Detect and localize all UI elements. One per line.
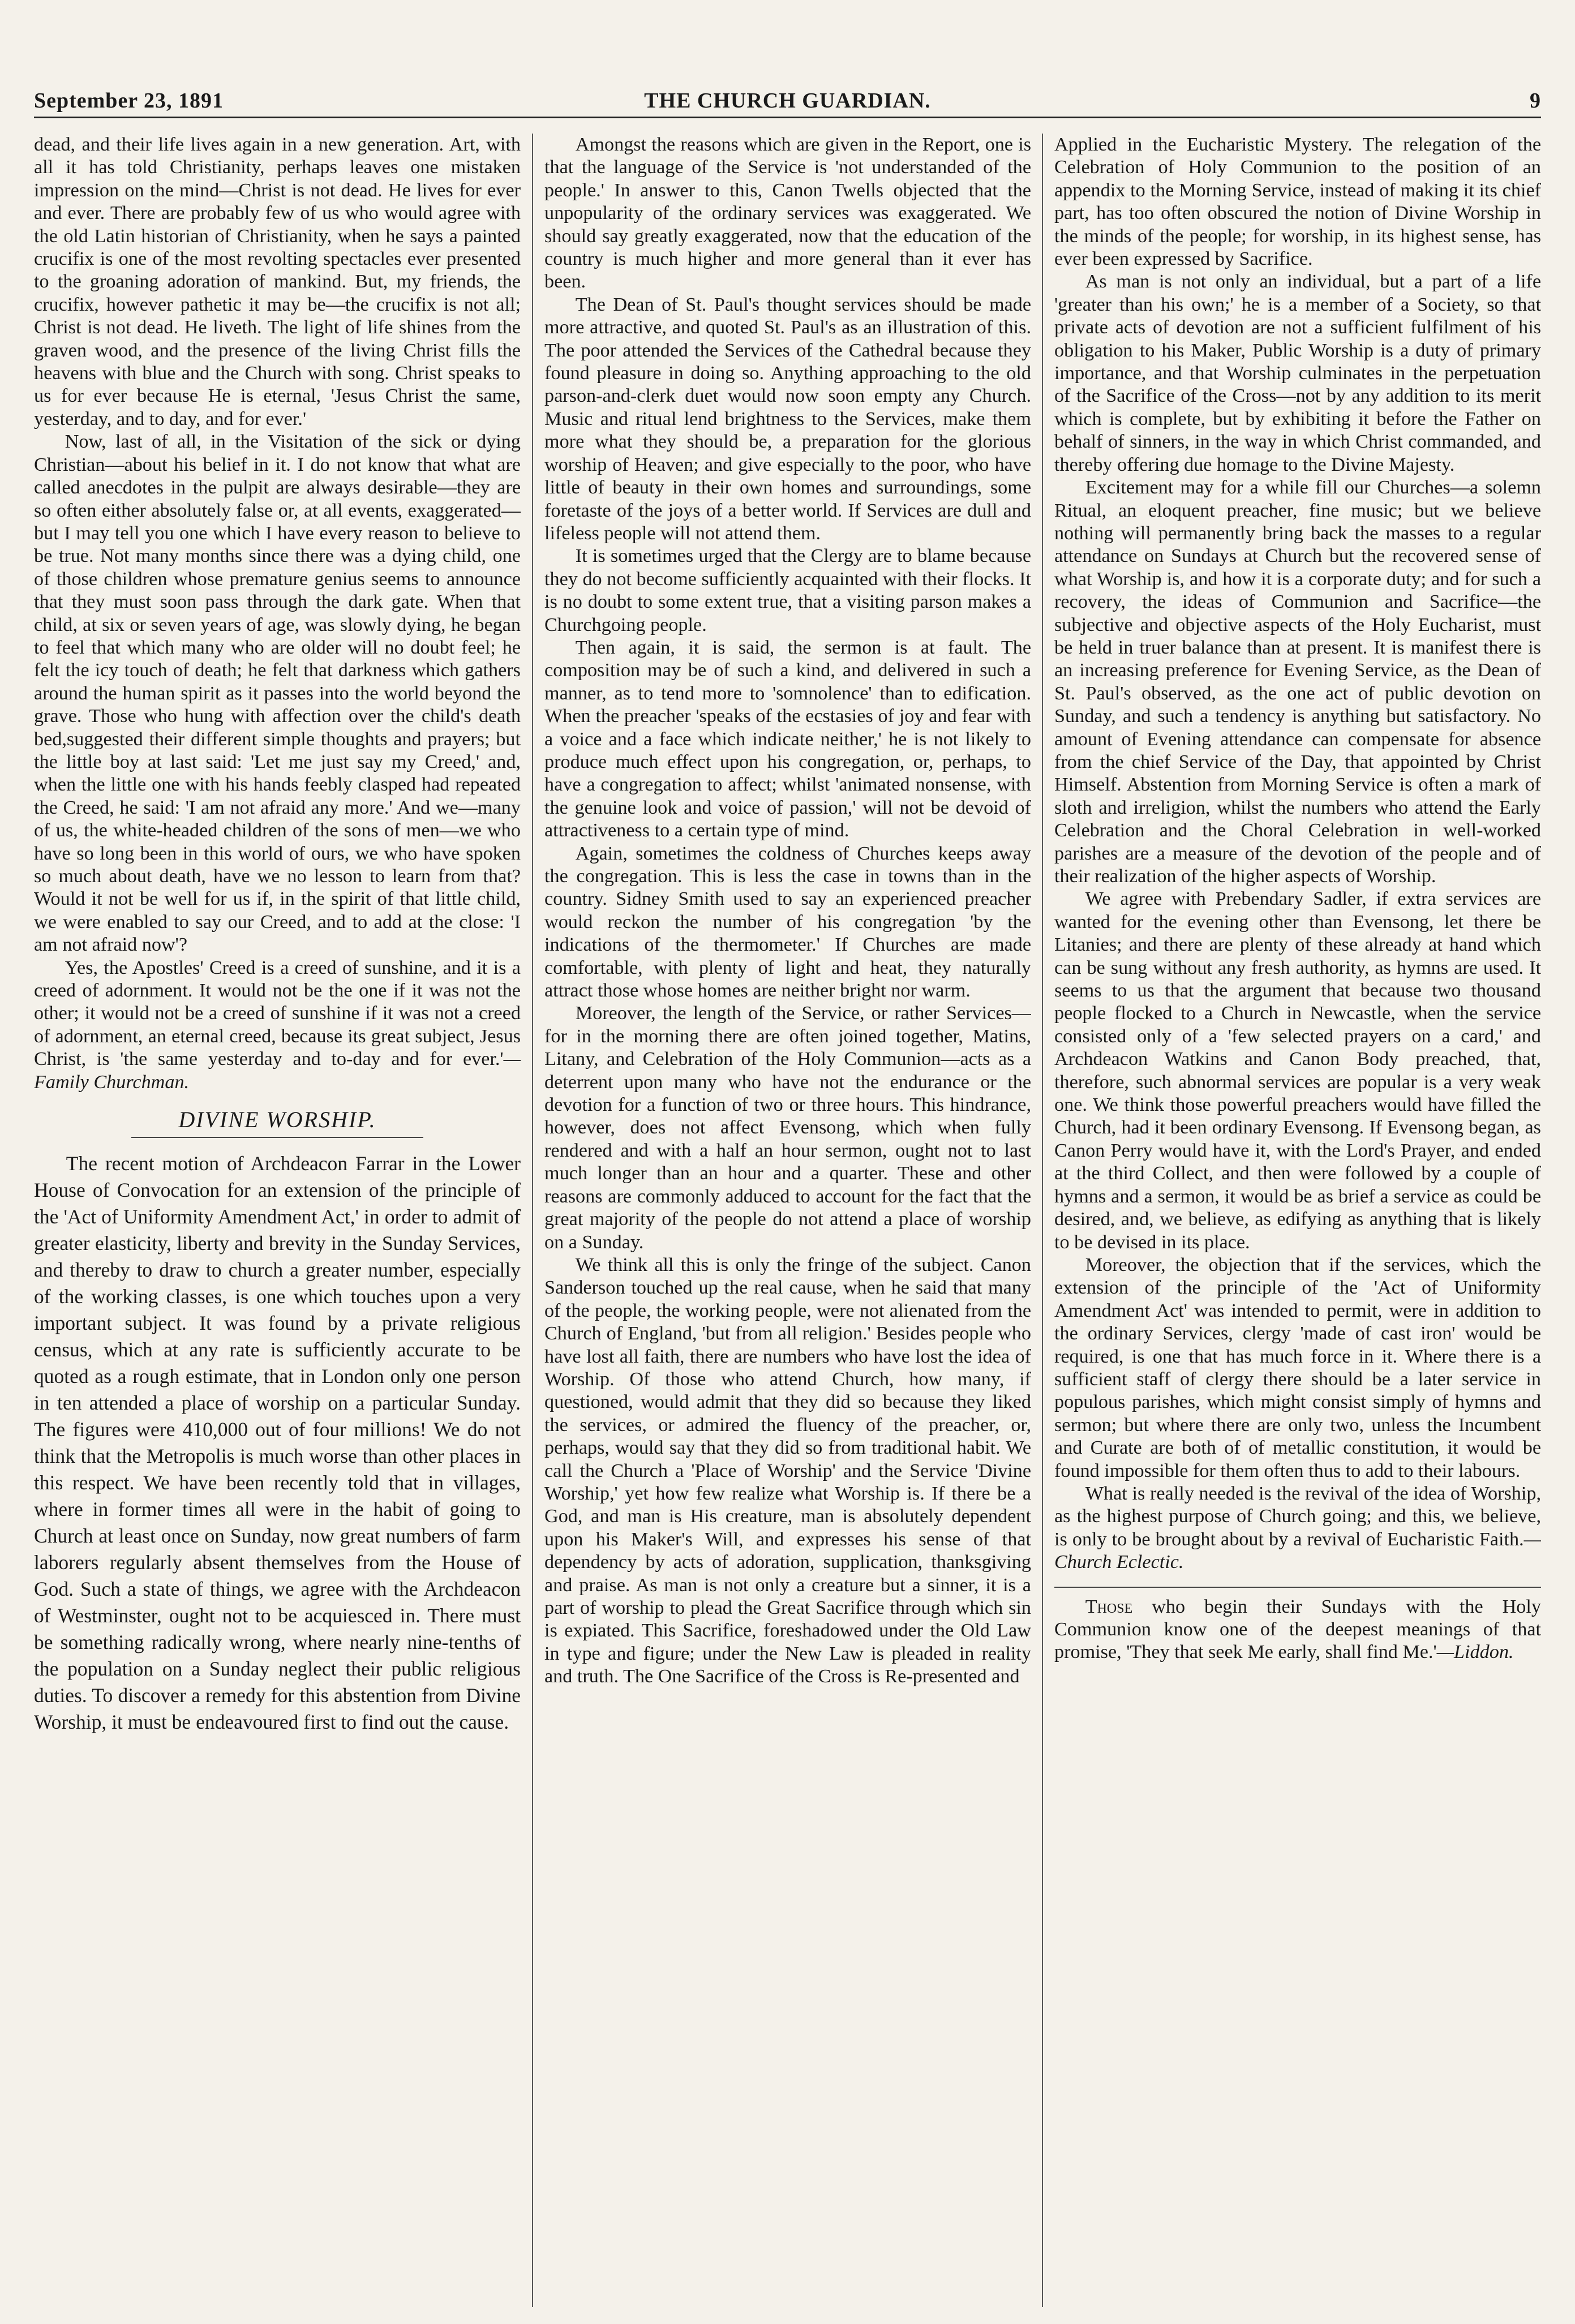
- paragraph: [1054, 1596, 1541, 1664]
- page-header: [34, 85, 1541, 118]
- heading-rule: [131, 1137, 423, 1138]
- paragraph-text: Yes, the Apostles' Creed is a creed of sunshine, and it is a creed of adornment. It would not be the one if it was not the other; it would not be a creed of sunshine if it was not a creed of adornment, an eternal creed, because its great subject, Jesus Christ, is 'the same yesterday and to-day and for ever.': [34, 957, 521, 1070]
- paragraph: [1054, 1483, 1541, 1574]
- paragraph: The Dean of St. Paul's thought services should be made more attractive, and quoted St. Paul's as an illustration of this. The poor attended the Services of the Cathedral because they found pleasure in doing so. Anything approaching to the old parson-and-clerk duet would now soon empty any Church. Music and ritual lend brightness to the Services, make them more what they should be, a preparation for the glorious worship of Heaven; and give especially to the poor, who have little of beauty in their own homes and surroundings, some foretaste of the joys of a better world. If Services are dull and lifeless people will not attend them.: [544, 294, 1031, 544]
- column-1: [34, 134, 521, 2307]
- lead-word: Those: [1085, 1596, 1133, 1617]
- attribution: —Liddon.: [1436, 1642, 1514, 1663]
- column-rule: [532, 134, 533, 2307]
- attribution: —Church Eclectic.: [1054, 1528, 1541, 1573]
- paragraph: The recent motion of Archdeacon Farrar in the Lower House of Convocation for an extension of the principle of the 'Act of Uniformity Amendment Act,' in order to admit of greater elasticity, liberty and brevity in the Sunday Services, and thereby to draw to church a greater number, especially of the working classes, is one which touches upon a very important subject. It was found by a private religious census, which at any rate is sufficiently accurate to be quoted as a rough estimate, that in London only one person in ten attended a place of worship on a particular Sunday. The figures were 410,000 out of four millions! We do not think that the Metropolis is much worse than other places in this respect. We have been recently told that in villages, where in former times all were in the habit of going to Church at least once on Sunday, now great numbers of farm laborers regularly absent themselves from the House of God. Such a state of things, we agree with the Archdeacon of Westminster, ought not to be acquiesced in. There must be something radically wrong, where nearly nine-tenths of the population on a Sunday neglect their public religious duties. To discover a remedy for this abstention from Divine Worship, it must be endeavoured first to find out the cause.: [34, 1152, 521, 1734]
- paragraph: Then again, it is said, the sermon is at fault. The composition may be of such a kind, and delivered in such a manner, as to tend more to 'somnolence' than to edification. When the preacher 'speaks of the ecstasies of joy and fear with a voice and a face which indicate neither,' he is not likely to produce much effect upon his congregation, or, perhaps, to have a congregation to affect; whilst 'animated nonsense, with the genuine look and voice of passion,' will not be devoid of attractiveness to a certain type of mind.: [544, 637, 1031, 841]
- paragraph: We think all this is only the fringe of the subject. Canon Sanderson touched up the real cause, when he said that many of the people, the working people, were not alienated from the Church of England, 'but from all religion.' Besides people who have lost all faith, there are numbers who have lost the idea of Worship. Of those who attend Church, how many, if questioned, would admit that they did so because they liked the services, or admired the fluency of the preacher, or, perhaps, would say that they did so from traditional habit. We call the Church a 'Place of Worship' and the Service 'Divine Worship,' yet how few realize what Worship is. If there be a God, and man is His creature, man is absolutely dependent upon his Maker's Will, and expresses his sense of that dependency by acts of adoration, supplication, thanksgiving and praise. As man is not only a creature but a sinner, it is a part of worship to plead the Great Sacrifice through which sin is expiated. This Sacrifice, foreshadowed under the Old Law in type and figure; under the New Law is pleaded in reality and truth. The One Sacrifice of the Cross is Re-presented and: [544, 1254, 1031, 1687]
- header-title: THE CHURCH GUARDIAN.: [644, 89, 931, 113]
- paragraph: Again, sometimes the coldness of Churches keeps away the congregation. This is less the case in towns than in the country. Sidney Smith used to say an experienced preacher would reckon the number of his congregation 'by the indications of the thermometer.' If Churches are made comfortable, with plenty of light and heat, they naturally attract those whose homes are neither bright nor warm.: [544, 843, 1031, 1002]
- paragraph: Moreover, the objection that if the services, which the extension of the principle of the 'Act of Uniformity Amendment Act' was intended to permit, were in addition to the ordinary Services, clergy 'made of cast iron' would be required, is one that has much force in it. Where there is a sufficient staff of clergy there should be a later service in populous parishes, which might consist simply of hymns and sermon; but where there are only two, unless the Incumbent and Curate are both of of metallic constitution, it would be found impossible for them often thus to add to their labours.: [1054, 1254, 1541, 1481]
- paragraph: As man is not only an individual, but a part of a life 'greater than his own;' he is a member of a Society, so that private acts of devotion are not a sufficient fulfilment of his obligation to his Maker, Public Worship is a duty of primary importance, and that Worship culminates in the perpetuation of the Sacrifice of the Cross—not by any addition to its merit which is complete, but by exhibiting it before the Father on behalf of sinners, in the way in which Christ commanded, and thereby offering due homage to the Divine Majesty.: [1054, 271, 1541, 475]
- column-2: [544, 134, 1031, 2307]
- paragraph: We agree with Prebendary Sadler, if extra services are wanted for the evening other than Evensong, let there be Litanies; and there are plenty of these already at hand which can be sung without any fresh authority, as hymns are used. It seems to us that the argument that because two thousand people flocked to a Church in Newcastle, when the service consisted only of a 'few selected prayers on a card,' and Archdeacon Watkins and Canon Body preached, that, therefore, such abnormal services are popular is a very weak one. We think those powerful preachers would have filled the Church, had it been ordinary Evensong. If Evensong began, as Canon Perry would have it, with the Lord's Prayer, and ended at the third Collect, and then were followed by a couple of hymns and a sermon, it would be as brief a service as could be desired, and, we believe, as edifying as anything that is likely to be devised in its place.: [1054, 888, 1541, 1253]
- paragraph-text: What is really needed is the revival of the idea of Worship, as the highest purpose of Church going; and this, we believe, is only to be brought about by a revival of Eucharistic Faith.: [1054, 1483, 1541, 1550]
- paragraph: [34, 957, 521, 1094]
- attribution: —Family Churchman.: [34, 1049, 521, 1093]
- paragraph-text: who begin their Sundays with the Holy Communion know one of the deepest meanings of that promise, 'They that seek Me early, shall find Me.': [1054, 1596, 1541, 1663]
- paragraph: Excitement may for a while fill our Churches—a solemn Ritual, an eloquent preacher, fine music; but we believe nothing will permanently bring back the masses to a regular attendance on Sundays at Church but the recovered sense of what Worship is, and how it is a corporate duty; and for such a recovery, the ideas of Communion and Sacrifice—the subjective and objective aspects of the Holy Eucharist, must be held in truer balance than at present. It is manifest there is an increasing preference for Evening Service, as the Dean of St. Paul's observed, as the one act of public devotion on Sunday, and such a tendency is anything but satisfactory. No amount of Evening attendance can compensate for absence from the chief Service of the Day, that appointed by Christ Himself. Abstention from Morning Service is often a mark of sloth and irreligion, whilst the numbers who attend the Early Celebration and the Choral Celebration in well-worked parishes are a measure of the devotion of the people and of their realization of the higher aspects of Worship.: [1054, 477, 1541, 887]
- column-rule: [1042, 134, 1043, 2307]
- header-date: September 23, 1891: [34, 89, 224, 113]
- column-3: [1054, 134, 1541, 2307]
- section-rule: [1054, 1587, 1541, 1588]
- paragraph: Applied in the Eucharistic Mystery. The relegation of the Celebration of Holy Communion to the position of an appendix to the Morning Service, instead of making it its chief part, has too often obscured the notion of Divine Worship in the minds of the people; for worship, in its highest sense, has ever been expressed by Sacrifice.: [1054, 134, 1541, 270]
- paragraph: Now, last of all, in the Visitation of the sick or dying Christian—about his belief in it. I do not know that what are called anecdotes in the pulpit are always desirable—they are so often either absolutely false or, at all events, exaggerated—but I may tell you one which I have every reason to believe to be true. Not many months since there was a dying child, one of those children whose premature genius seems to announce that they must soon pass through the dark gate. When that child, at six or seven years of age, was slowly dying, he began to feel that which many who are older will no doubt feel; he felt the icy touch of death; he felt that darkness which gathers around the human spirit as it passes into the world beyond the grave. Those who hung with affection over the child's death bed,suggested their different simple thoughts and prayers; but the little boy at last said: 'Let me just say my Creed,' and, when the little one with his hands feebly clasped had repeated the Creed, he said: 'I am not afraid any more.' And we—many of us, the white-headed children of the sons of men—we who have so long been in this world of ours, we who have spoken so much about death, have we no lesson to learn from that? Would it not be well for us if, in the spirit of that little child, we were enabled to say our Creed, and to add at the close: 'I am not afraid now'?: [34, 431, 521, 956]
- paragraph: Moreover, the length of the Service, or rather Services—for in the morning there are often joined together, Matins, Litany, and Celebration of the Holy Communion—acts as a deterrent upon many who have not the endurance or the devotion for a function of two or three hours. This hindrance, however, does not affect Evensong, which when fully rendered and with a half an hour sermon, ought not to last much longer than an hour and a quarter. These and other reasons are commonly adduced to account for the fact that the great majority of the people do not attend a place of worship on a Sunday.: [544, 1003, 1031, 1253]
- article-heading: DIVINE WORSHIP.: [178, 1107, 376, 1133]
- paragraph: dead, and their life lives again in a new generation. Art, with all it has told Christianity, perhaps leaves one mistaken impression on the mind—Christ is not dead. He lives for ever and ever. There are probably few of us who would agree with the old Latin historian of Christianity, when he says a painted crucifix is one of the most revolting spectacles ever presented to the groaning adoration of mankind. But, my friends, the crucifix, however pathetic it may be—the crucifix is not all; Christ is not dead. He liveth. The light of life shines from the graven wood, and the presence of the living Christ fills the heavens with blue and the Church with song. Christ speaks to us for ever because He is eternal, 'Jesus Christ the same, yesterday, and to day, and for ever.': [34, 134, 521, 429]
- header-page-number: 9: [1530, 89, 1541, 113]
- paragraph: Amongst the reasons which are given in the Report, one is that the language of the Service is 'not understanded of the people.' In answer to this, Canon Twells objected that the unpopularity of the ordinary services was exaggerated. We should say greatly exaggerated, now that the education of the country is much higher and more general than it ever has been.: [544, 134, 1031, 293]
- paragraph: It is sometimes urged that the Clergy are to blame because they do not become sufficiently acquainted with their flocks. It is no doubt to some extent true, that a visiting parson makes a Churchgoing people.: [544, 545, 1031, 635]
